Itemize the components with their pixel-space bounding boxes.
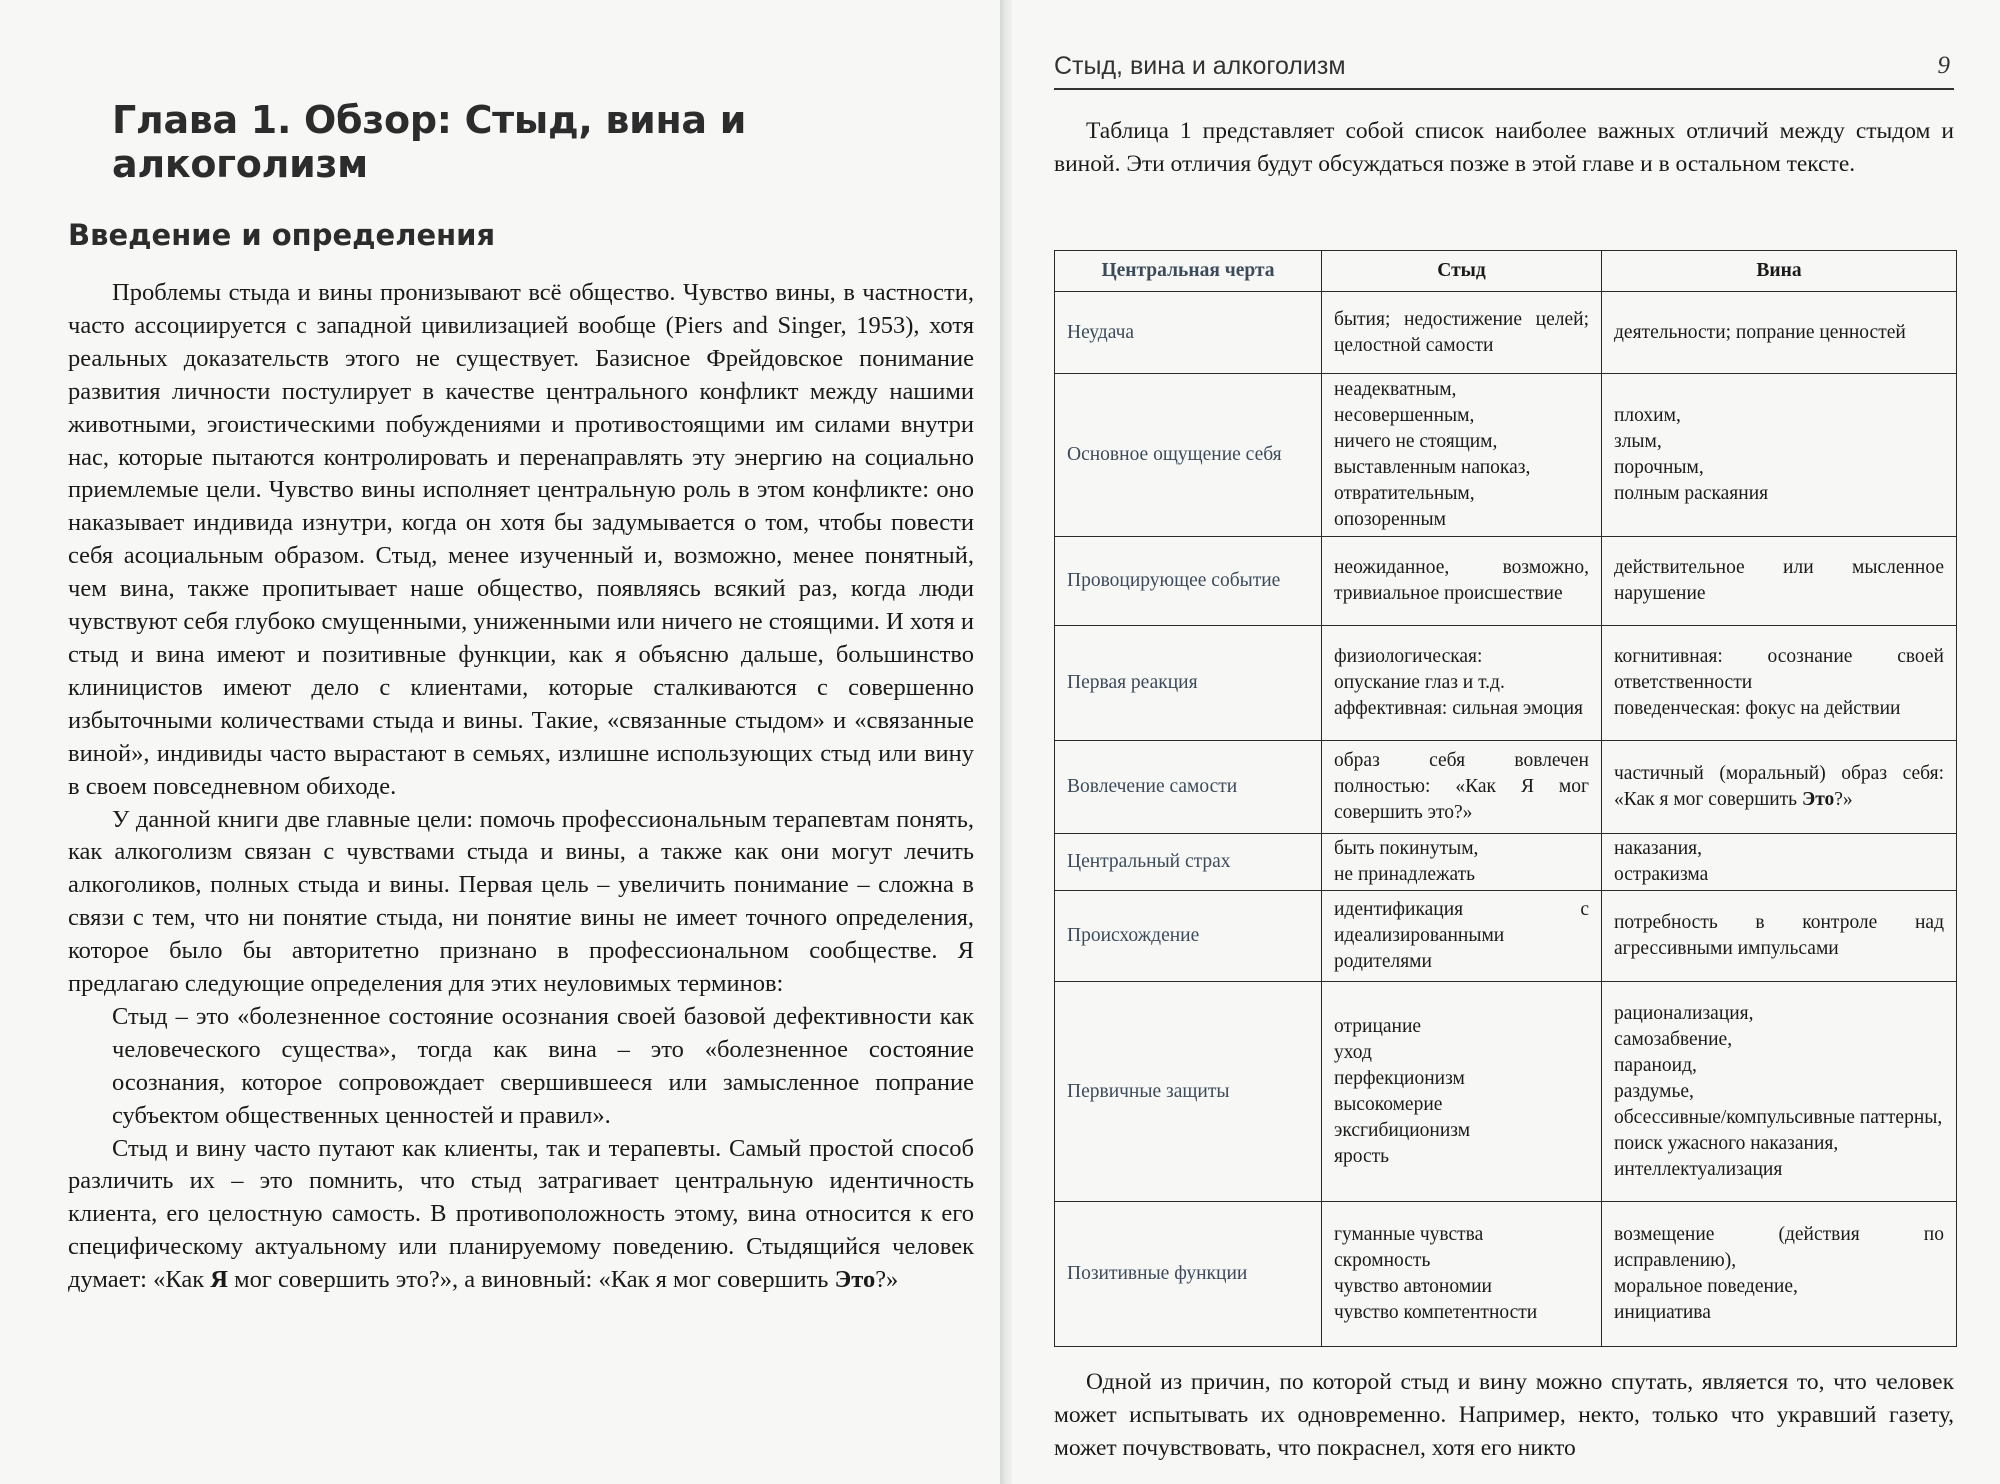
- trait-cell: Основное ощущение себя: [1055, 374, 1322, 537]
- comparison-table-wrap: [1054, 250, 1956, 1347]
- trait-cell: Первичные защиты: [1055, 982, 1322, 1202]
- header-guilt: Вина: [1602, 251, 1957, 292]
- after-table-paragraph: Одной из причин, по которой стыд и вину можно спутать, является то, что человек может испытывать их одновременно. Например, некто, только что укравший газету, может почувствовать, что покраснел, хотя его никто: [1054, 1369, 1954, 1461]
- table-row: [1055, 834, 1957, 891]
- shame-cell: физиологическая: опускание глаз и т.д. аффективная: сильная эмоция: [1322, 626, 1602, 741]
- table-row: [1055, 1202, 1957, 1347]
- table-header-row: [1055, 251, 1957, 292]
- table-row: [1055, 537, 1957, 626]
- emphasis-ya: Я: [210, 1266, 228, 1294]
- paragraph-definitions: Стыд – это «болезненное состояние осознания своей базовой дефективности как человеческого существа», тогда как вина – это «болезненное состояние осознания, которое сопровождает свершившееся или замысленное попрание субъектом общественных ценностей и правил».: [112, 1002, 974, 1129]
- table-row: [1055, 891, 1957, 982]
- paragraph-4-middle: мог совершить это?», а виновный: «Как я мог совершить: [228, 1266, 835, 1294]
- table-intro-paragraph: Таблица 1 представляет собой список наиболее важных отличий между стыдом и виной. Эти отличия будут обсуждаться позже в этой главе и в остальном тексте.: [1054, 118, 1954, 177]
- shame-cell: бытия; недостижение целей; целостной самости: [1322, 292, 1602, 374]
- table-row: [1055, 741, 1957, 834]
- running-head: [1054, 52, 1954, 90]
- paragraph-1: Проблемы стыда и вины пронизывают всё общество. Чувство вины, в частности, часто ассоциируется с западной цивилизацией вообще (Piers and Singer, 1953), хотя реальных доказательств этого не существует. Базисное Фрейдовское понимание развития личности постулирует в качестве центрального конфликт между нашими животными, эгоистическими побуждениями и противостоящими им силами внутри нас, которые пытаются контролировать и перенаправлять эту энергию на социально приемлемые цели. Чувство вины исполняет центральную роль в этом конфликте: оно наказывает индивида изнутри, когда он хотя бы задумывается о том, чтобы повести себя асоциальным образом. Стыд, менее изученный и, возможно, менее понятный, чем вина, также пропитывает наше общество, появляясь всякий раз, когда люди чувствуют себя глубоко смущенными, униженными или ничего не стоящими. И хотя и стыд и вина имеют и позитивные функции, как я объясню дальше, большинство клиницистов имеют дело с клиентами, которые сталкиваются с совершенно избыточными количествами стыда и вины. Такие, «связанные стыдом» и «связанные виной», индивиды часто вырастают в семьях, излишне использующих стыд или вину в своем повседневном обиходе.: [68, 279, 974, 800]
- shame-cell: неадекватным, несовершенным, ничего не стоящим, выставленным напоказ, отвратительным, опозоренным: [1322, 374, 1602, 537]
- chapter-title: Глава 1. Обзор: Стыд, вина и алкоголизм: [112, 98, 747, 186]
- right-page: [1012, 0, 2000, 1484]
- table-row: [1055, 626, 1957, 741]
- paragraph-4-start: Стыд и вину часто путают как клиенты, так и терапевты. Самый простой способ различить их – это помнить, что стыд затрагивает центральную идентичность клиента, его целостную самость. В противоположность этому, вина относится к его специфическому актуальному или планируемому поведению. Стыдящийся человек думает: «Как: [68, 1134, 974, 1294]
- guilt-cell: наказания, остракизма: [1602, 834, 1957, 891]
- shame-cell: гуманные чувства скромность чувство автономии чувство компетентности: [1322, 1202, 1602, 1347]
- guilt-cell: потребность в контроле над агрессивными импульсами: [1602, 891, 1957, 982]
- paragraph-2: У данной книги две главные цели: помочь профессиональным терапевтам понять, как алкоголизм связан с чувствами стыда и вины, а также как они могут лечить алкоголиков, полных стыда и вины. Первая цель – увеличить понимание – сложна в связи с тем, что ни понятие стыда, ни понятие вины не имеет точного определения, которое было бы авторитетно признано в профессиональном сообществе. Я предлагаю следующие определения для этих неуловимых терминов:: [68, 805, 974, 998]
- shame-cell: быть покинутым, не принадлежать: [1322, 834, 1602, 891]
- guilt-cell: деятельности; попрание ценностей: [1602, 292, 1957, 374]
- trait-cell: Первая реакция: [1055, 626, 1322, 741]
- guilt-cell: [1602, 741, 1957, 834]
- table-row: [1055, 982, 1957, 1202]
- paragraph-4: [68, 1133, 974, 1298]
- trait-cell: Провоцирующее событие: [1055, 537, 1322, 626]
- trait-cell: Неудача: [1055, 292, 1322, 374]
- left-body-text: [68, 277, 974, 1297]
- guilt-cell-start: частичный (моральный) образ себя: «Как я мог совершить: [1614, 763, 1944, 810]
- header-shame: Стыд: [1322, 251, 1602, 292]
- guilt-cell: действительное или мысленное нарушение: [1602, 537, 1957, 626]
- guilt-cell: возмещение (действия по исправлению), моральное поведение, инициатива: [1602, 1202, 1957, 1347]
- paragraph-4-end: ?»: [875, 1266, 899, 1294]
- section-title: Введение и определения: [68, 218, 496, 252]
- guilt-cell-emphasis: Это: [1801, 789, 1835, 810]
- shame-guilt-table: [1054, 250, 1957, 1347]
- shame-cell: отрицание уход перфекционизм высокомерие эксгибиционизм ярость: [1322, 982, 1602, 1202]
- guilt-cell: когнитивная: осознание своей ответственности поведенческая: фокус на действии: [1602, 626, 1957, 741]
- table-row: [1055, 292, 1957, 374]
- shame-cell: неожиданное, возможно, тривиальное происшествие: [1322, 537, 1602, 626]
- book-gutter: [1000, 0, 1012, 1484]
- shame-cell: идентификация с идеализированными родителями: [1322, 891, 1602, 982]
- guilt-cell: плохим, злым, порочным, полным раскаяния: [1602, 374, 1957, 537]
- table-row: [1055, 374, 1957, 537]
- running-title: Стыд, вина и алкоголизм: [1054, 52, 1346, 80]
- trait-cell: Позитивные функции: [1055, 1202, 1322, 1347]
- guilt-cell: рационализация, самозабвение, параноид, раздумье, обсессивные/компульсивные паттерны, поиск ужасного наказания, интеллектуализация: [1602, 982, 1957, 1202]
- page-number: 9: [1937, 52, 1950, 79]
- guilt-cell-end: ?»: [1834, 789, 1853, 810]
- shame-cell: образ себя вовлечен полностью: «Как Я мог совершить это?»: [1322, 741, 1602, 834]
- header-central-trait: Центральная черта: [1055, 251, 1322, 292]
- trait-cell: Вовлечение самости: [1055, 741, 1322, 834]
- emphasis-eto: Это: [834, 1266, 876, 1294]
- trait-cell: Происхождение: [1055, 891, 1322, 982]
- trait-cell: Центральный страх: [1055, 834, 1322, 891]
